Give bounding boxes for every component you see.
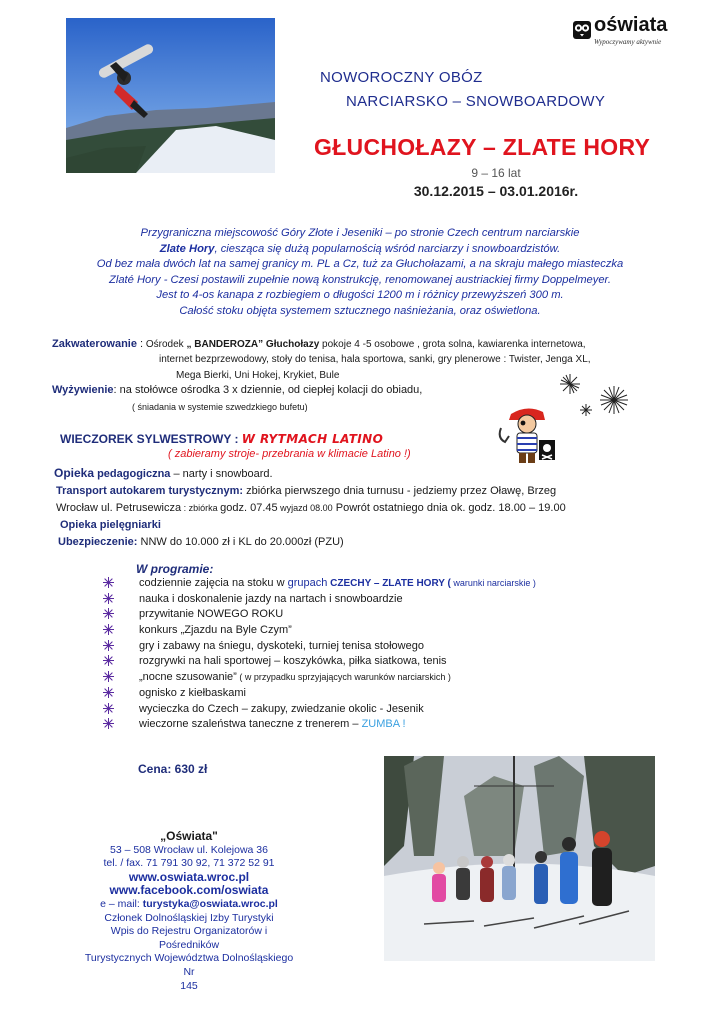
transport-pickup-time: godz. 07.45 <box>220 502 278 514</box>
program-item-note: warunki narciarskie ) <box>450 578 536 588</box>
snowflake-bullet-icon <box>103 640 114 651</box>
program-item <box>103 593 663 609</box>
snowflake-bullet-icon <box>103 687 114 698</box>
transport-text: zbiórka pierwszego dnia turnusu - jedziemy przez Oławę, Brzeg <box>243 485 557 497</box>
snowflake-bullet-icon <box>103 655 114 666</box>
subtitle-line-2: NARCIARSKO – SNOWBOARDOWY <box>346 93 606 110</box>
transport-return: Powrót ostatniego dnia ok. godz. 18.00 – 19.00 <box>332 502 566 514</box>
contact-firm: „Oświata" <box>160 829 218 843</box>
food-text: na stołówce ośrodka 3 x dziennie, od ciepłej kolacji do obiadu, <box>116 384 423 396</box>
food-sep: : <box>113 384 117 396</box>
camp-dates: 30.12.2015 – 03.01.2016r. <box>413 183 579 199</box>
snowflake-bullet-icon <box>103 593 114 604</box>
snowboarder-photo <box>66 18 275 173</box>
program-item-text: konkurs „Zjazdu na Byle Czym” <box>139 624 292 637</box>
insurance-text: NNW do 10.000 zł i KL do 20.000zł (PZU) <box>137 536 344 548</box>
snowflake-bullet-icon <box>103 671 114 682</box>
nursing-label: Opieka pielęgniarki <box>60 519 161 531</box>
food-line <box>52 384 422 396</box>
contact-email-link[interactable]: turystyka@oswiata.wroc.pl <box>142 897 278 910</box>
accommodation-label: Zakwaterowanie <box>52 338 137 350</box>
contact-phone: tel. / fax. 71 791 30 92, 71 372 52 91 <box>103 857 275 870</box>
accommodation-prefix: Ośrodek <box>143 339 187 350</box>
program-item-text: rozgrywki na hali sportowej – koszykówka, piłka siatkowa, tenis <box>139 655 447 668</box>
accommodation-line-1 <box>52 338 586 350</box>
accommodation-line-2: internet bezprzewodowy, stoły do tenisa, hala sportowa, sanki, gry plenerowe : Twister, Jenga XL, <box>159 354 591 365</box>
program-item <box>103 703 663 719</box>
oswiata-logo <box>572 16 692 50</box>
intro-line-3: Od bez mała dwóch lat na samej granicy m. PL a Cz, tuż za Głuchołazami, a na skraju małego miasteczka <box>96 258 624 271</box>
intro-line-2-rest: , ciesząca się dużą popularnością wśród narciarzy i snowboardzistów. <box>214 242 561 255</box>
intro-line-2 <box>80 242 640 258</box>
program-list <box>103 577 663 734</box>
accommodation-line-1-rest: pokoje 4 -5 osobowe , grota solna, kawiarenka internetowa, <box>319 339 586 350</box>
snowflake-bullet-icon <box>103 718 114 729</box>
program-item-text: wycieczka do Czech – zakupy, zwiedzanie okolic - Jesenik <box>139 702 424 715</box>
age-range: 9 – 16 lat <box>471 166 521 180</box>
program-item-text: gry i zabawy na śniegu, dyskoteki, turniej tenisa stołowego <box>139 639 424 652</box>
contact-address: 53 – 508 Wrocław ul. Kolejowa 36 <box>110 843 268 856</box>
pirate-cartoon-icon <box>497 404 559 468</box>
care-label-b: pedagogiczna <box>94 468 171 480</box>
page-title: GŁUCHOŁAZY – ZLATE HORY <box>314 134 651 160</box>
transport-pickup-label: : zbiórka <box>181 503 221 513</box>
contact-register-3: 145 <box>180 979 198 992</box>
accommodation-name: „ BANDEROZA” Głuchołazy <box>186 339 320 350</box>
program-item-text: wieczorne szaleństwa taneczne z trenerem – <box>139 718 362 731</box>
care-line <box>54 466 273 480</box>
intro-paragraph <box>80 226 640 320</box>
subtitle-line-1: NOWOROCZNY OBÓZ <box>320 69 483 86</box>
program-item <box>103 655 663 671</box>
logo-slogan: Wypoczywamy aktywnie <box>594 38 662 46</box>
logo-brand: oświata <box>594 14 668 36</box>
food-label: Wyżywienie <box>52 384 114 396</box>
contact-member: Członek Dolnośląskiej Izby Turystyki <box>104 911 274 924</box>
program-item-text: przywitanie NOWEGO ROKU <box>139 608 284 621</box>
food-note: ( śniadania w systemie szwedzkiego bufetu) <box>132 402 308 412</box>
fireworks-icon <box>548 370 638 424</box>
program-item-note: ( w przypadku sprzyjających warunków narciarskich ) <box>236 672 451 683</box>
program-item <box>103 640 663 656</box>
program-item-zumba: ZUMBA ! <box>361 718 406 731</box>
transport-departure: wyjazd 08.00 <box>277 503 333 513</box>
program-item-text: codziennie zajęcia na stoku w <box>139 577 288 589</box>
intro-line-4: Zlaté Hory - Czesi postawili zupełnie nową konstrukcję, renomowanej austriackiej firmy Doppelmeyer. <box>109 273 611 286</box>
program-item-text: „nocne szusowanie” <box>139 671 237 684</box>
contact-block <box>80 830 298 993</box>
contact-register-1: Wpis do Rejestru Organizatorów i Pośredników <box>110 925 268 951</box>
transport-line-2 <box>56 502 566 514</box>
newyear-line <box>60 432 383 446</box>
contact-www-link[interactable]: www.oswiata.wroc.pl <box>128 869 250 884</box>
contact-facebook-link[interactable]: www.facebook.com/oswiata <box>109 883 269 898</box>
newyear-label: WIECZOREK SYLWESTROWY : <box>60 432 239 446</box>
insurance-label: Ubezpieczenie: <box>58 536 138 548</box>
program-item-text: ognisko z kiełbaskami <box>139 686 246 699</box>
transport-label: Transport autokarem turystycznym: <box>56 485 244 497</box>
program-item <box>103 608 663 624</box>
owl-logo-icon <box>572 18 592 40</box>
program-item <box>103 624 663 640</box>
snowflake-bullet-icon <box>103 703 114 714</box>
accommodation-line-3: Mega Bierki, Uni Hokej, Krykiet, Bule <box>176 370 340 381</box>
care-text: – narty i snowboard. <box>170 468 273 480</box>
care-label: Opieka <box>54 466 95 480</box>
intro-line-5: Jest to 4-os kanapa z rozbiegiem o długości 1200 m i różnicy przewyższeń 300 m. <box>156 289 564 302</box>
contact-email-line <box>80 898 298 912</box>
program-item <box>103 671 663 687</box>
snowflake-bullet-icon <box>103 624 114 635</box>
snowflake-bullet-icon <box>103 608 114 619</box>
insurance-line <box>58 536 344 548</box>
intro-zlate-hory: Zlate Hory <box>159 242 215 255</box>
program-item <box>103 687 663 703</box>
program-item <box>103 718 663 734</box>
snowflake-bullet-icon <box>103 577 114 588</box>
transport-pickup-place: Wrocław ul. Petrusewicza <box>56 502 182 514</box>
program-item-text: nauka i doskonalenie jazdy na nartach i snowboardzie <box>139 592 403 605</box>
program-item-groups: grupach <box>287 577 328 589</box>
transport-line-1 <box>56 485 556 497</box>
contact-register-2: Turystycznych Województwa Dolnośląskiego Nr <box>84 952 294 978</box>
program-item-location: CZECHY – ZLATE HORY ( <box>327 578 451 589</box>
accommodation-sep: : <box>136 338 144 350</box>
contact-email-label: e – mail: <box>100 897 143 910</box>
program-item <box>103 577 663 593</box>
intro-line-6: Całość stoku objęta systemem sztucznego naśnieżania, oraz oświetlona. <box>179 304 541 317</box>
program-title: W programie: <box>136 562 214 576</box>
newyear-note: ( zabieramy stroje- przebrania w klimacie Latino !) <box>168 448 411 460</box>
newyear-theme: W RYTMACH LATINO <box>241 432 384 446</box>
group-photo <box>384 756 655 961</box>
intro-line-1: Przygraniczna miejscowość Góry Złote i Jeseniki – po stronie Czech centrum narciarskie <box>140 227 580 239</box>
price: Cena: 630 zł <box>138 762 208 776</box>
